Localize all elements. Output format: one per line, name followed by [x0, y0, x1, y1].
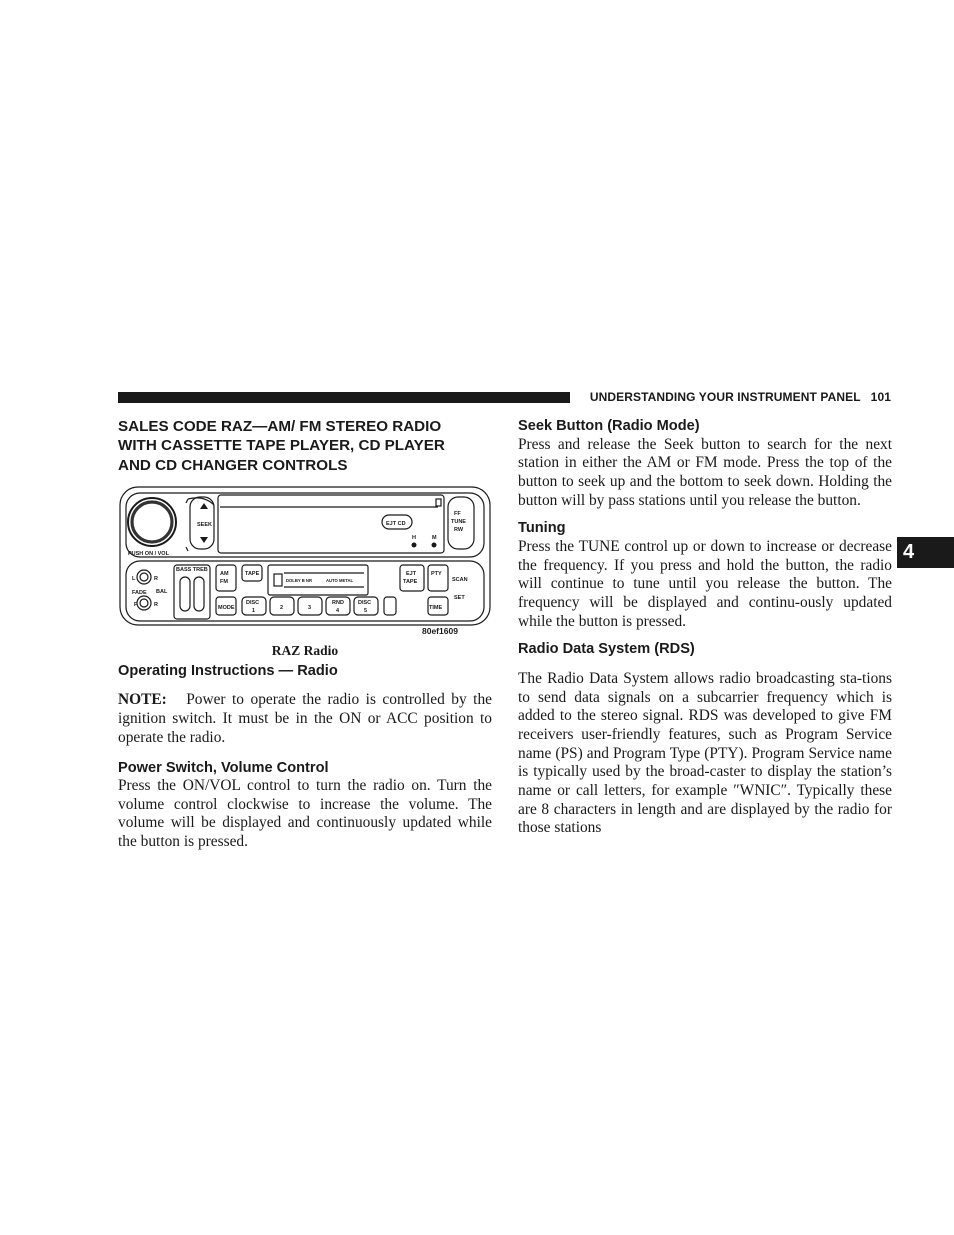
- section-title: [118, 417, 492, 475]
- label-fm: FM: [220, 578, 228, 585]
- bass-treble-panel: [174, 565, 210, 619]
- heading-tuning: Tuning: [518, 520, 566, 537]
- eject-tape-button: [400, 565, 424, 591]
- raz-radio-illustration: [118, 485, 492, 639]
- label-l: L: [132, 575, 136, 582]
- seek-up-arrow: [200, 503, 208, 509]
- label-disc-5-num: 5: [364, 607, 368, 614]
- figure-caption: RAZ Radio: [271, 642, 339, 658]
- fade-knob: [137, 596, 151, 610]
- label-tape: TAPE: [245, 570, 260, 577]
- rds-paragraph: The Radio Data System allows radio broadcasting sta-tions to send data signals on a subcarrier frequency which is added to the stereo signal. RDS was developed to give FM receivers user-friendly features, such as Program Service name (PS) and Program Type (PTY). Program Service name is typically used by the broad-caster to display the station’s name or call letters, for example ″WNIC″. Typically these are 8 characters in length and are displayed by the radio for those stations: [518, 669, 892, 837]
- label-ejt-cd: EJT CD: [386, 520, 406, 527]
- chapter-tab: 4: [897, 537, 954, 568]
- label-disc-5: DISC: [358, 599, 372, 606]
- label-set: SET: [454, 594, 465, 601]
- label-tune: TUNE: [451, 518, 466, 525]
- label-time: TIME: [429, 604, 443, 611]
- section-title-line-2: WITH CASSETTE TAPE PLAYER, CD PLAYER: [118, 437, 445, 455]
- volume-knob-ring: [132, 502, 172, 542]
- balance-knob: [137, 570, 151, 584]
- label-ejt: EJT: [406, 570, 417, 577]
- seek-paragraph: Press and release the Seek button to search for the next station in either the AM or FM mode. Press the top of the button to seek up and the bottom to seek down. Holding the button will by pass stations until you release the button.: [518, 435, 892, 509]
- label-m: M: [432, 534, 437, 541]
- label-seek: SEEK: [197, 521, 212, 528]
- treble-slider: [194, 577, 204, 611]
- left-column: [118, 417, 492, 852]
- label-rnd-4: 4: [336, 607, 340, 614]
- label-disc-1-num: 1: [252, 607, 256, 614]
- label-2: 2: [280, 604, 284, 611]
- radio-upper-bay: [126, 493, 484, 557]
- volume-knob: [128, 498, 176, 546]
- heading-operating-instructions: Operating Instructions — Radio: [118, 662, 338, 679]
- tuning-paragraph: Press the TUNE control up or down to increase or decrease the frequency. If you press and hold the button, the radio will continue to tune until you release the button. The frequency will be displayed and continu-ously updated while the button is pressed.: [518, 537, 892, 630]
- pty-button: [428, 565, 448, 591]
- label-r: R: [154, 575, 158, 582]
- label-pty: PTY: [431, 570, 442, 577]
- heading-rds: Radio Data System (RDS): [518, 641, 695, 658]
- label-h: H: [412, 534, 416, 541]
- section-title-line-1: SALES CODE RAZ—AM/ FM STEREO RADIO: [118, 418, 442, 435]
- header-rule: [118, 392, 570, 403]
- note-text: Power to operate the radio is controlled by the ignition switch. It must be in the ON or ACC position to operate the radio.: [118, 691, 492, 746]
- figure-reference: 80ef1609: [422, 625, 458, 636]
- heading-seek-button: Seek Button (Radio Mode): [518, 418, 700, 434]
- display-window: [218, 495, 444, 553]
- note-paragraph: [118, 691, 492, 747]
- label-r2: R: [154, 601, 158, 608]
- label-auto-metal: AUTO METAL: [326, 577, 354, 583]
- label-f: F: [134, 601, 138, 608]
- h-button-dot: [412, 542, 417, 547]
- running-head-section: UNDERSTANDING YOUR INSTRUMENT PANEL: [589, 390, 861, 404]
- section-title-line-3: AND CD CHANGER CONTROLS: [118, 456, 348, 474]
- label-disc-1: DISC: [246, 599, 260, 606]
- raz-radio-figure: [118, 485, 492, 639]
- power-paragraph: Press the ON/VOL control to turn the radio on. Turn the volume control clockwise to increase the volume. The volume will be displayed and continuously updated while the button is pressed.: [118, 777, 492, 851]
- label-mode: MODE: [218, 604, 235, 611]
- label-bass-treb: BASS TREB: [176, 566, 208, 573]
- label-am: AM: [220, 570, 229, 577]
- heading-power-switch: Power Switch, Volume Control: [118, 759, 329, 776]
- seek-down-arrow: [200, 537, 208, 543]
- label-scan: SCAN: [452, 576, 468, 583]
- right-column: [518, 417, 892, 838]
- m-button-dot: [432, 542, 437, 547]
- label-push-on-vol: PUSH ON / VOL: [128, 550, 169, 557]
- label-bal: BAL: [156, 588, 168, 595]
- label-rw: RW: [454, 526, 464, 533]
- label-ejt-tape: TAPE: [403, 578, 418, 585]
- running-head: [578, 390, 891, 404]
- label-3: 3: [308, 604, 312, 611]
- note-label: NOTE:: [118, 691, 167, 709]
- label-dolby: DOLBY B NR: [286, 577, 312, 583]
- am-fm-button: [216, 565, 236, 591]
- page-number: 101: [870, 390, 891, 404]
- label-ff: FF: [454, 510, 461, 517]
- label-rnd: RND: [332, 599, 344, 606]
- label-fade: FADE: [132, 589, 147, 596]
- bass-slider: [180, 577, 190, 611]
